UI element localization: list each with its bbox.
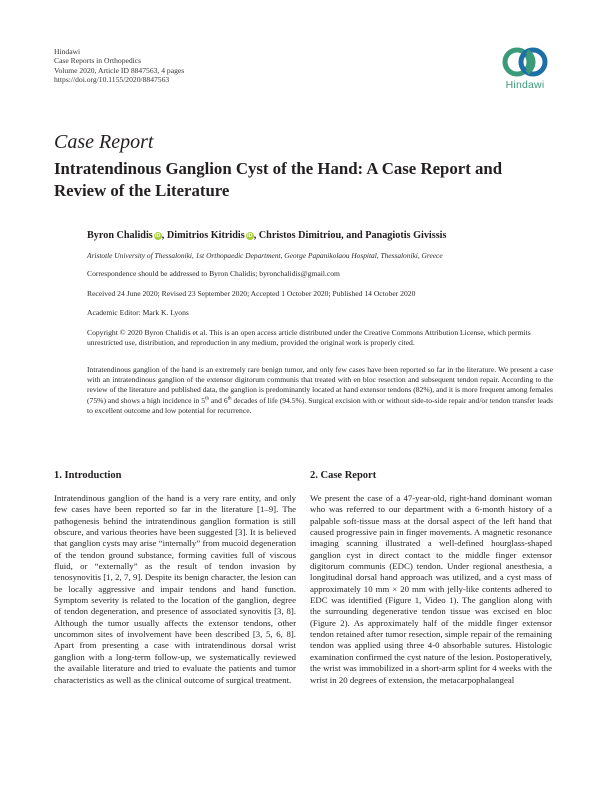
author-separator: , (253, 230, 259, 241)
introduction-section (54, 470, 296, 686)
author-name: Panagiotis Givissis (365, 230, 447, 241)
superscript: th (227, 396, 232, 402)
copyright-notice: Copyright © 2020 Byron Chalidis et al. This is an open access article distributed under the Creative Commons Attribution License, which permits unrestricted use, distribution, and reproduction in any medium, provided the original work is properly cited. (87, 328, 531, 347)
case-report-section (310, 470, 552, 686)
volume-info: Volume 2020, Article ID 8847563, 4 pages (54, 65, 185, 75)
publication-dates: Received 24 June 2020; Revised 23 September 2020; Accepted 1 October 2020; Published 14 October 2020 (87, 289, 416, 298)
orcid-icon[interactable]: iD (246, 233, 253, 239)
article-type: Case Report (54, 131, 154, 153)
author-list (87, 230, 553, 241)
abstract (87, 365, 553, 416)
journal-name: Case Reports in Orthopedics (54, 56, 142, 66)
publisher-name: Hindawi (54, 47, 81, 56)
article-title: Intratendinous Ganglion Cyst of the Hand: A Case Report and Review of the Literature (54, 159, 503, 200)
affiliation: Aristotle University of Thessaloniki, 1st Orthopaedic Department, George Papanikolaou Hospital, Thessaloniki, Greece (87, 251, 443, 260)
author-name: Christos Dimitriou (258, 230, 342, 241)
superscript: th (205, 396, 209, 402)
section-heading: 1. Introduction (54, 470, 122, 481)
correspondence: Correspondence should be addressed to Byron Chalidis; byronchalidis@gmail.com (87, 269, 340, 278)
author-name: Byron Chalidis (87, 230, 153, 241)
abstract-text: decades of life (94.5%). Surgical excision with or without side-to-side repair and/or tendon transfer leads to excellent outcome and low potential for recurrence. (87, 395, 553, 415)
abstract-text: and 6 (209, 395, 228, 405)
journal-meta (54, 47, 184, 84)
section-heading: 2. Case Report (310, 470, 377, 481)
abstract-text: Intratendinous ganglion of the hand is an extremely rare benign tumor, and only few cases have been reported so far in the literature. We present a case with an intratendinous ganglion of the extensor digitorum communis that treated with en bloc resection and subsequent tendon repair. According to the review of the literature and published data, the ganglion is predominantly located at hand extensor tendons (82%), and it is more frequent among females (75%) and shows a high incidence in 5 (87, 365, 553, 405)
orcid-icon[interactable]: iD (155, 233, 161, 239)
hindawi-logo (495, 45, 555, 91)
author-separator: , and (341, 230, 366, 241)
logo-wordmark: Hindawi (505, 79, 545, 91)
hindawi-rings-icon (502, 45, 548, 79)
section-body: Intratendinous ganglion of the hand is a very rare entity, and only few cases have been reported so far in the literature [1–9]. The pathogenesis behind the intratendinous ganglion formation is still obscure, and various theories have been suggested [3]. It is believed that ganglion cysts may arise “internally” from mucoid degeneration of the tendon ground substance, forming cavities full of viscous fluid, or “externally” as the result of tendon invasion by tenosynovitis [1, 2, 7, 9]. Despite its benign character, the lesion can be locally aggressive and impair tendons and hand function. Symptom severity is related to the location of the ganglion, degree of tendon degeneration, and presence of associated synovitis [3, 8]. Although the tumor usually affects the extensor tendons, other uncommon sites of involvement have been described [3, 5, 6, 8]. Apart from presenting a case with intratendinous dorsal wrist ganglion with a long-term follow-up, we systematically reviewed the available literature and tried to evaluate the patients and tumor characteristics as well as the clinical outcome of surgical treatment. (54, 493, 296, 685)
doi-link[interactable]: https://doi.org/10.1155/2020/8847563 (54, 74, 170, 84)
author-name: Dimitrios Kitridis (166, 230, 245, 241)
author-separator: , (161, 230, 167, 241)
section-body: We present the case of a 47-year-old, right-hand dominant woman who was referred to our department with a 6-month history of a palpable soft-tissue mass at the dorsal aspect of the left hand that caused progressive pain in finger movements. A magnetic resonance imaging scanning illustrated a well-defined hourglass-shaped ganglion cyst in direct contact to the middle finger extensor digitorum communis (EDC) tendon. Under regional anesthesia, a longitudinal dorsal hand approach was utilized, and a cyst mass of approximately 10 mm × 20 mm with jelly-like contents adhered to EDC was identified (Figure 1, Video 1). The ganglion along with the surrounding degenerative tendon tissue was excised en bloc (Figure 2). As approximately half of the middle finger extensor tendon retained after tumor resection, simple repair of the remaining tendon was applied using three 4-0 absorbable sutures. Histologic examination confirmed the cyst nature of the lesion. Postoperatively, the wrist was immobilized in a short-arm splint for 4 weeks with the wrist in 20 degrees of extension, the metacarpophalangeal (310, 493, 552, 685)
academic-editor: Academic Editor: Mark K. Lyons (87, 308, 189, 317)
